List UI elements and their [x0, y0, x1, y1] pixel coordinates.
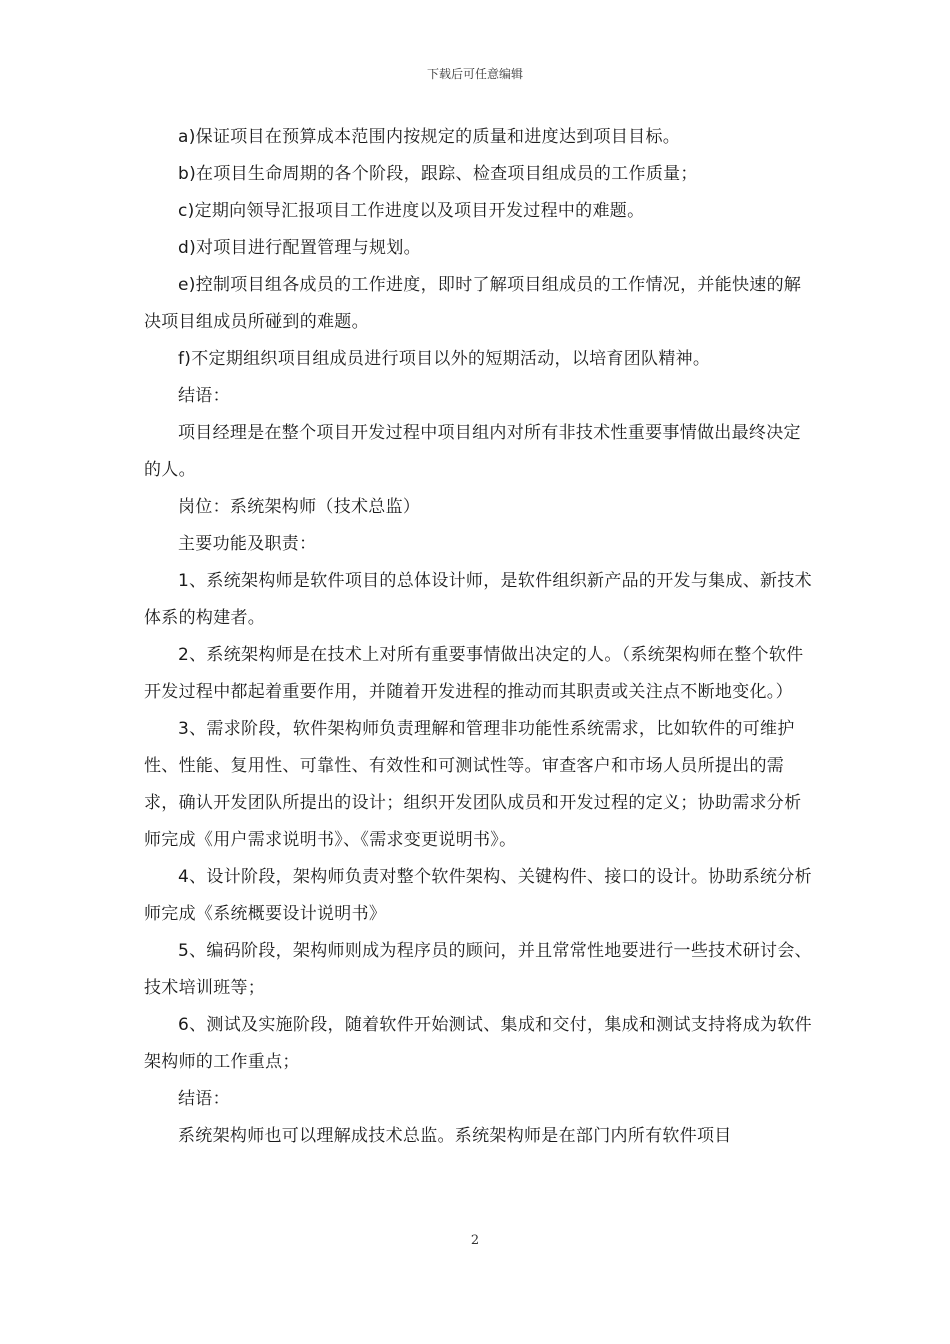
- document-body: [144, 119, 816, 1155]
- conclusion-heading: 结语：: [178, 386, 230, 406]
- duty-item-2: 2、系统架构师是在技术上对所有重要事情做出决定的人。（系统架构师在整个软件开发过程中都起着重要作用，并随着开发进程的推动而其职责或关注点不断地变化。）: [144, 645, 804, 702]
- page-header: 下载后可任意编辑: [426, 67, 523, 81]
- paragraph-item-d: d)对项目进行配置管理与规划。: [178, 238, 421, 258]
- page-number: 2: [470, 1233, 480, 1248]
- paragraph-item-c: c)定期向领导汇报项目工作进度以及项目开发过程中的难题。: [178, 201, 645, 221]
- conclusion-text-2: 系统架构师也可以理解成技术总监。系统架构师是在部门内所有软件项目: [178, 1126, 732, 1146]
- duty-item-5: 5、编码阶段，架构师则成为程序员的顾问，并且常常性地要进行一些技术研讨会、技术培训班等；: [144, 941, 812, 998]
- duty-item-4: 4、设计阶段，架构师负责对整个软件架构、关键构件、接口的设计。协助系统分析师完成《系统概要设计说明书》: [144, 867, 812, 924]
- duty-item-1: 1、系统架构师是软件项目的总体设计师，是软件组织新产品的开发与集成、新技术体系的构建者。: [144, 571, 812, 628]
- position-title: 岗位：系统架构师（技术总监）: [178, 497, 421, 517]
- paragraph-item-e: e)控制项目组各成员的工作进度，即时了解项目组成员的工作情况，并能快速的解决项目组成员所碰到的难题。: [144, 275, 802, 332]
- duty-item-3: 3、需求阶段，软件架构师负责理解和管理非功能性系统需求，比如软件的可维护性、性能、复用性、可靠性、有效性和可测试性等。审查客户和市场人员所提出的需求，确认开发团队所提出的设计；组织开发团队成员和开发过程的定义；协助需求分析师完成《用户需求说明书》、《需求变更说明书》。: [144, 719, 802, 850]
- paragraph-item-a: a)保证项目在预算成本范围内按规定的质量和进度达到项目目标。: [178, 127, 681, 147]
- duty-item-6: 6、测试及实施阶段，随着软件开始测试、集成和交付，集成和测试支持将成为软件架构师的工作重点；: [144, 1015, 812, 1072]
- conclusion-heading-2: 结语：: [178, 1089, 230, 1109]
- paragraph-item-b: b)在项目生命周期的各个阶段，跟踪、检查项目组成员的工作质量；: [178, 164, 698, 184]
- duties-heading: 主要功能及职责：: [178, 534, 317, 554]
- paragraph-item-f: f)不定期组织项目组成员进行项目以外的短期活动，以培育团队精神。: [178, 349, 711, 369]
- conclusion-text: 项目经理是在整个项目开发过程中项目组内对所有非技术性重要事情做出最终决定的人。: [144, 423, 801, 480]
